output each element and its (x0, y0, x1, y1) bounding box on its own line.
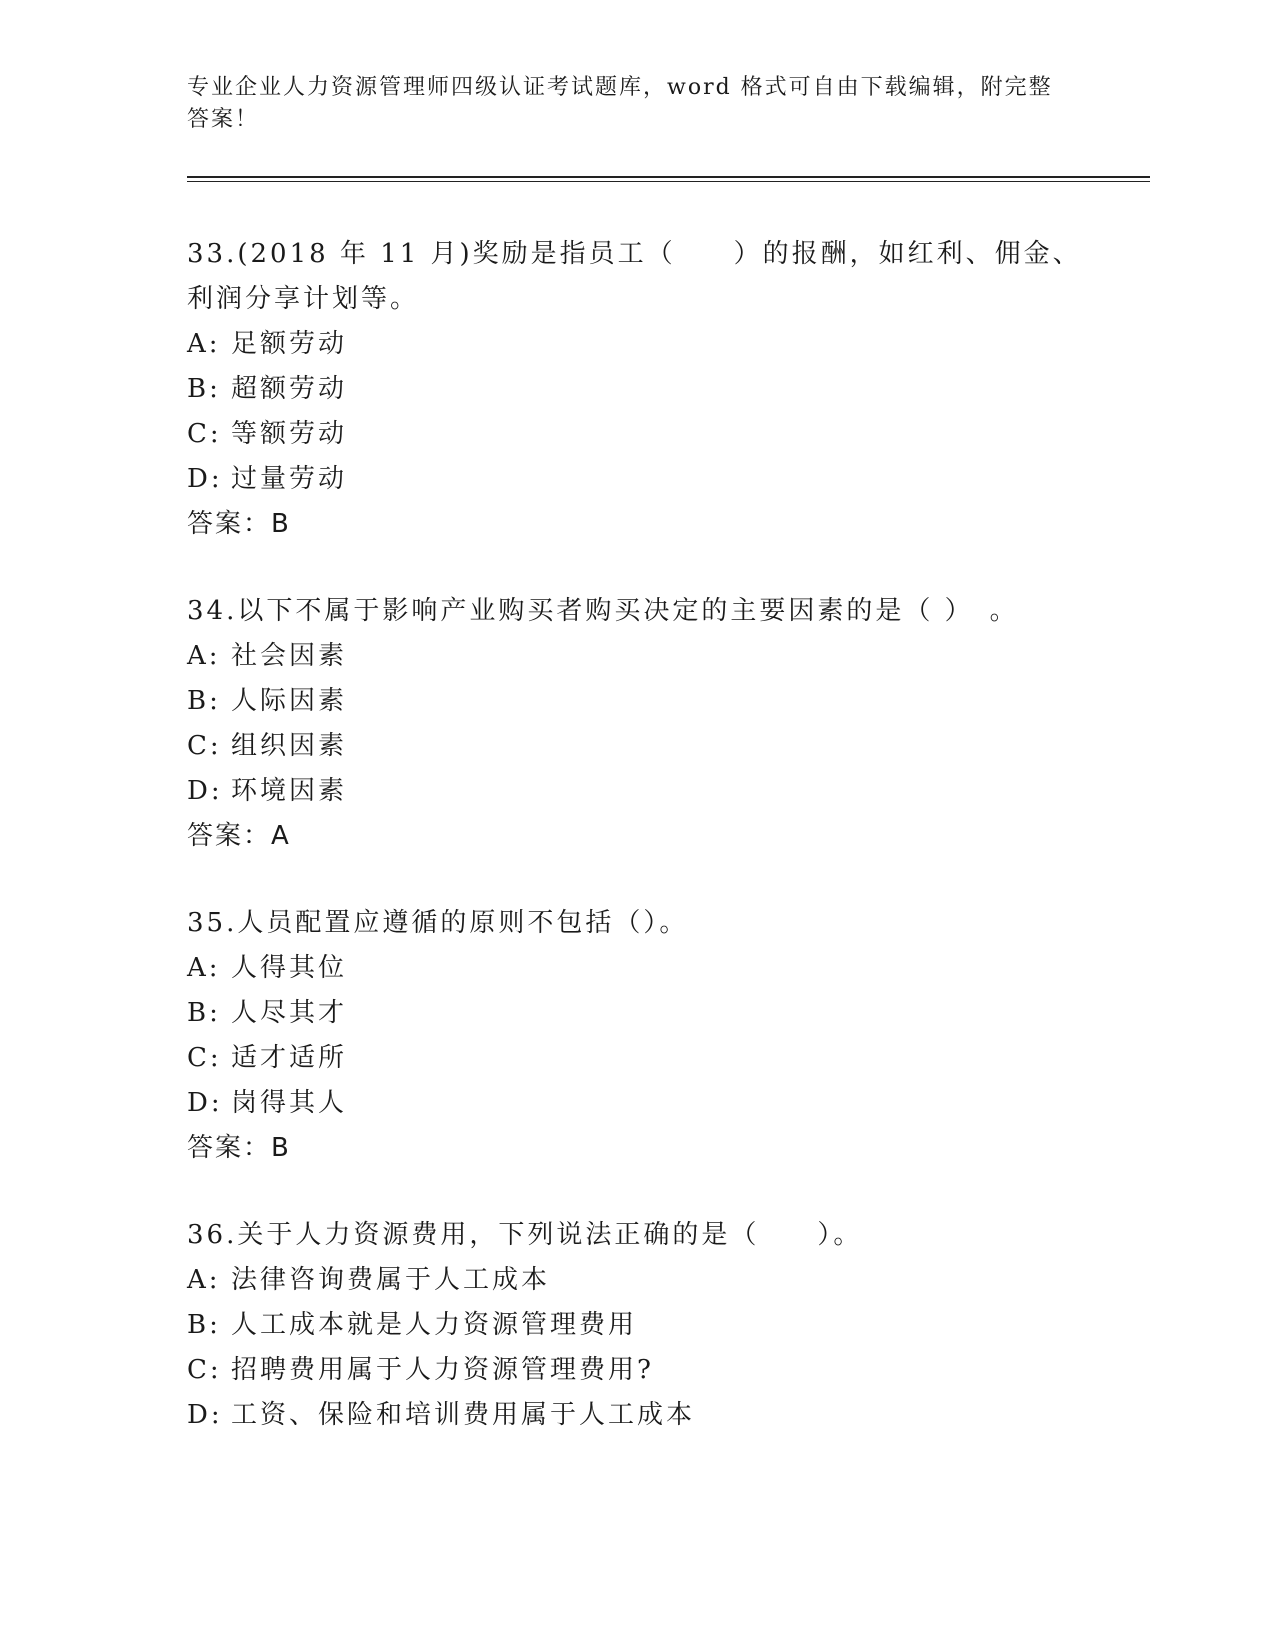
question-35 (187, 901, 1087, 1171)
option-text: 工资、保险和培训费用属于人工成本 (231, 1400, 696, 1430)
option-letter: A: (187, 1265, 221, 1295)
option-text: 人工成本就是人力资源管理费用 (231, 1310, 638, 1340)
question-stem: 34.以下不属于影响产业购买者购买决定的主要因素的是（ ） 。 (187, 596, 1019, 626)
question-stem: 36.关于人力资源费用，下列说法正确的是（ ）。 (187, 1220, 863, 1250)
option-text: 组织因素 (231, 731, 348, 761)
option-letter: A: (187, 953, 221, 983)
option-text: 足额劳动 (231, 329, 348, 359)
option-a (187, 946, 1087, 991)
option-a (187, 322, 1087, 367)
option-letter: A: (187, 641, 221, 671)
option-letter: D: (187, 1400, 223, 1430)
option-letter: D: (187, 776, 223, 806)
option-text: 适才适所 (231, 1043, 348, 1073)
option-text: 招聘费用属于人力资源管理费用? (231, 1355, 654, 1385)
option-letter: C: (187, 1355, 222, 1385)
option-letter: C: (187, 1043, 222, 1073)
answer-line: 答案：A (187, 821, 291, 851)
option-c (187, 1036, 1087, 1081)
option-d (187, 1393, 1087, 1438)
option-text: 法律咨询费属于人工成本 (231, 1265, 551, 1295)
option-d (187, 457, 1087, 502)
question-stem: 35.人员配置应遵循的原则不包括（）。 (187, 908, 689, 938)
option-b (187, 991, 1087, 1036)
question-list (187, 232, 1087, 1480)
question-36 (187, 1213, 1087, 1438)
option-letter: D: (187, 464, 223, 494)
option-text: 环境因素 (231, 776, 348, 806)
answer-line: 答案：B (187, 509, 291, 539)
option-letter: D: (187, 1088, 223, 1118)
document-header: 专业企业人力资源管理师四级认证考试题库，word 格式可自由下载编辑，附完整答案！ (187, 75, 1053, 132)
option-b (187, 367, 1087, 412)
option-letter: A: (187, 329, 221, 359)
option-d (187, 769, 1087, 814)
option-letter: C: (187, 731, 222, 761)
option-text: 等额劳动 (231, 419, 348, 449)
option-text: 岗得其人 (231, 1088, 348, 1118)
option-text: 人尽其才 (231, 998, 348, 1028)
option-letter: B: (187, 1310, 221, 1340)
option-c (187, 1348, 1087, 1393)
question-33 (187, 232, 1087, 547)
header-divider (187, 176, 1150, 182)
option-letter: B: (187, 998, 221, 1028)
option-letter: B: (187, 686, 221, 716)
option-a (187, 634, 1087, 679)
option-d (187, 1081, 1087, 1126)
option-a (187, 1258, 1087, 1303)
question-34 (187, 589, 1087, 859)
option-b (187, 679, 1087, 724)
option-text: 过量劳动 (231, 464, 348, 494)
option-text: 超额劳动 (231, 374, 348, 404)
option-text: 社会因素 (231, 641, 348, 671)
question-stem: 33.(2018 年 11 月)奖励是指员工（ ）的报酬，如红利、佣金、利润分享计划等。 (187, 239, 1082, 314)
option-text: 人际因素 (231, 686, 348, 716)
option-c (187, 412, 1087, 457)
answer-line: 答案：B (187, 1133, 291, 1163)
option-b (187, 1303, 1087, 1348)
option-letter: C: (187, 419, 222, 449)
option-letter: B: (187, 374, 221, 404)
option-text: 人得其位 (231, 953, 348, 983)
option-c (187, 724, 1087, 769)
